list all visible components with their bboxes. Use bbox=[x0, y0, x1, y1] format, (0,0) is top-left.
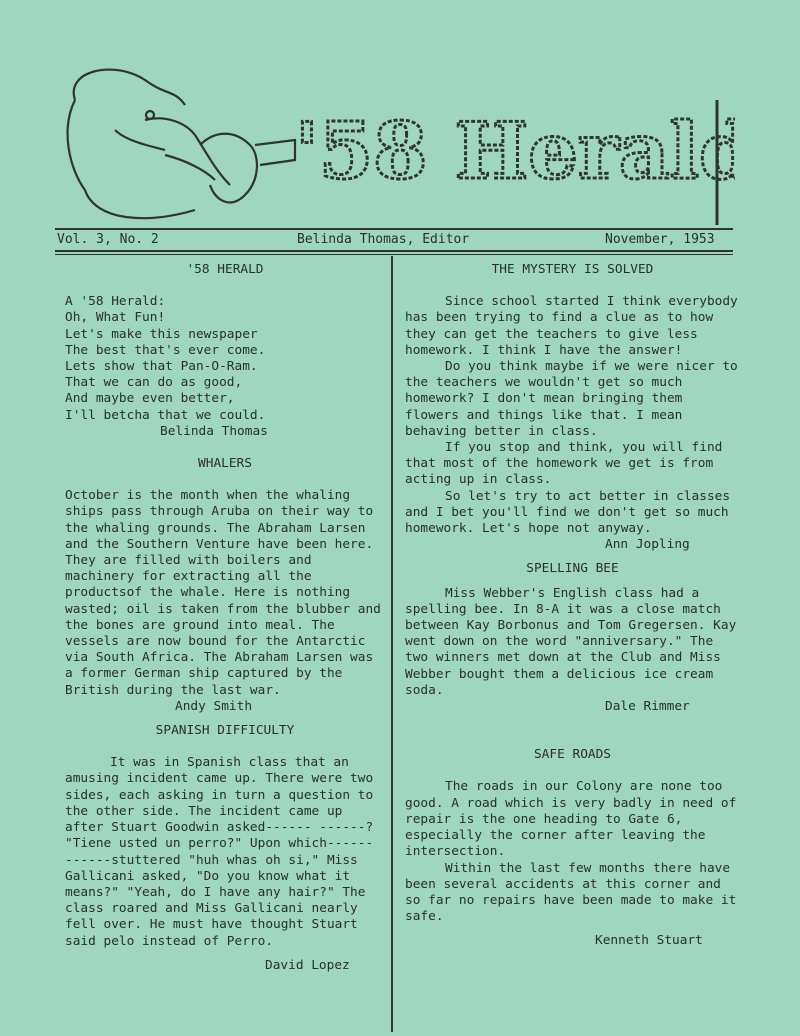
safe-roads-paragraph: The roads in our Colony are none too good. A road which is very badly in need of repair is the one heading to Gate 6, especially the corner after leaving the intersection. bbox=[405, 779, 745, 860]
masthead-rule-bottom-thin bbox=[55, 254, 733, 255]
poem-line: Lets show that Pan-O-Ram. bbox=[65, 359, 258, 375]
mystery-paragraph: If you stop and think, you will find that most of the homework we get is from acting up in class. bbox=[405, 440, 731, 488]
herald-poem bbox=[65, 294, 385, 424]
mystery-paragraph: Since school started I think everybody has been trying to find a clue as to how they can get the teachers to give less homework. I think I have the answer! bbox=[405, 294, 746, 358]
spanish-difficulty-body: It was in Spanish class that an amusing incident came up. There were two sides, each asking in turn a question to the other side. The incident came up after Stuart Goodwin asked------ ------? "Tiene usted un perro?" Upon which------ ------stuttered "huh whas oh si," Miss Gallicani asked, "Do you know what it means?" "Yeah, do I have any hair?" The class roared and Miss Gallicani nearly fell over. He must have thought Stuart said pelo instead of Perro. bbox=[65, 755, 381, 949]
poem-line: I'll betcha that we could. bbox=[65, 407, 266, 423]
herald-poem-title: '58 HERALD bbox=[186, 262, 264, 277]
masthead-illustration bbox=[55, 60, 735, 230]
poem-line: The best that's ever come. bbox=[65, 342, 266, 358]
spelling-bee-body: Miss Webber's English class had a spelling bee. In 8-A it was a close match between Kay Borbonus and Tom Gregersen. Kay went down on the word "anniversary." The two winners met down at the Club and Miss Webber bought them a delicious ice cream soda. bbox=[405, 585, 745, 698]
masthead-rule-bottom bbox=[55, 250, 733, 252]
mystery-paragraph: So let's try to act better in classes and I bet you'll find we don't get so much homework. Let's hope not anyway. bbox=[405, 488, 738, 537]
poem-line: A '58 Herald: bbox=[65, 294, 166, 310]
safe-roads-title: SAFE ROADS bbox=[533, 747, 612, 763]
whalers-author: Andy Smith bbox=[175, 698, 253, 714]
poem-line: And maybe even better, bbox=[65, 391, 235, 407]
volume-number: Vol. 3, No. 2 bbox=[57, 232, 159, 247]
editor-credit: Belinda Thomas, Editor bbox=[297, 232, 470, 247]
whalers-body: October is the month when the whaling ships pass through Aruba on their way to the whaling grounds. The Abraham Larsen and the Southern Venture have been here. They are filled with boilers and machinery for extracting all the productsof the whale. Here is nothing wasted; oil is taken from the blubber and the bones are ground into meal. The vessels are now bound for the Antarctic via South Africa. The Abraham Larsen was a former German ship captured by the British during the last war. bbox=[65, 488, 389, 698]
whalers-title: WHALERS bbox=[198, 456, 252, 472]
poem-line: That we can do as good, bbox=[65, 375, 243, 391]
spelling-bee-title: SPELLING BEE bbox=[526, 561, 619, 577]
masthead-rule-top bbox=[55, 228, 733, 230]
spelling-bee-author: Dale Rimmer bbox=[605, 699, 690, 715]
left-column bbox=[65, 262, 389, 974]
safe-roads-author: Kenneth Stuart bbox=[595, 933, 703, 949]
masthead-title: '58 Herald bbox=[295, 106, 735, 197]
masthead bbox=[55, 60, 735, 230]
column-divider bbox=[391, 256, 393, 1032]
spanish-difficulty-author: David Lopez bbox=[265, 957, 350, 973]
right-column bbox=[405, 262, 746, 950]
mystery-author: Ann Jopling bbox=[605, 537, 690, 553]
caricature-head-icon bbox=[68, 70, 295, 219]
mystery-title: THE MYSTERY IS SOLVED bbox=[491, 262, 654, 277]
spanish-difficulty-title: SPANISH DIFFICULTY bbox=[155, 723, 295, 739]
mystery-paragraph: Do you think maybe if we were nicer to the teachers we wouldn't get so much homework? I don't mean bringing them flowers and things like that. I mean behaving better in class. bbox=[405, 359, 746, 439]
poem-line: Let's make this newspaper bbox=[65, 326, 258, 342]
poem-line: Oh, What Fun! bbox=[65, 310, 166, 326]
safe-roads-paragraph: Within the last few months there have been several accidents at this corner and so far no repairs have been made to make it safe. bbox=[405, 860, 745, 925]
issue-date: November, 1953 bbox=[605, 232, 715, 247]
poem-author: Belinda Thomas bbox=[160, 423, 268, 439]
